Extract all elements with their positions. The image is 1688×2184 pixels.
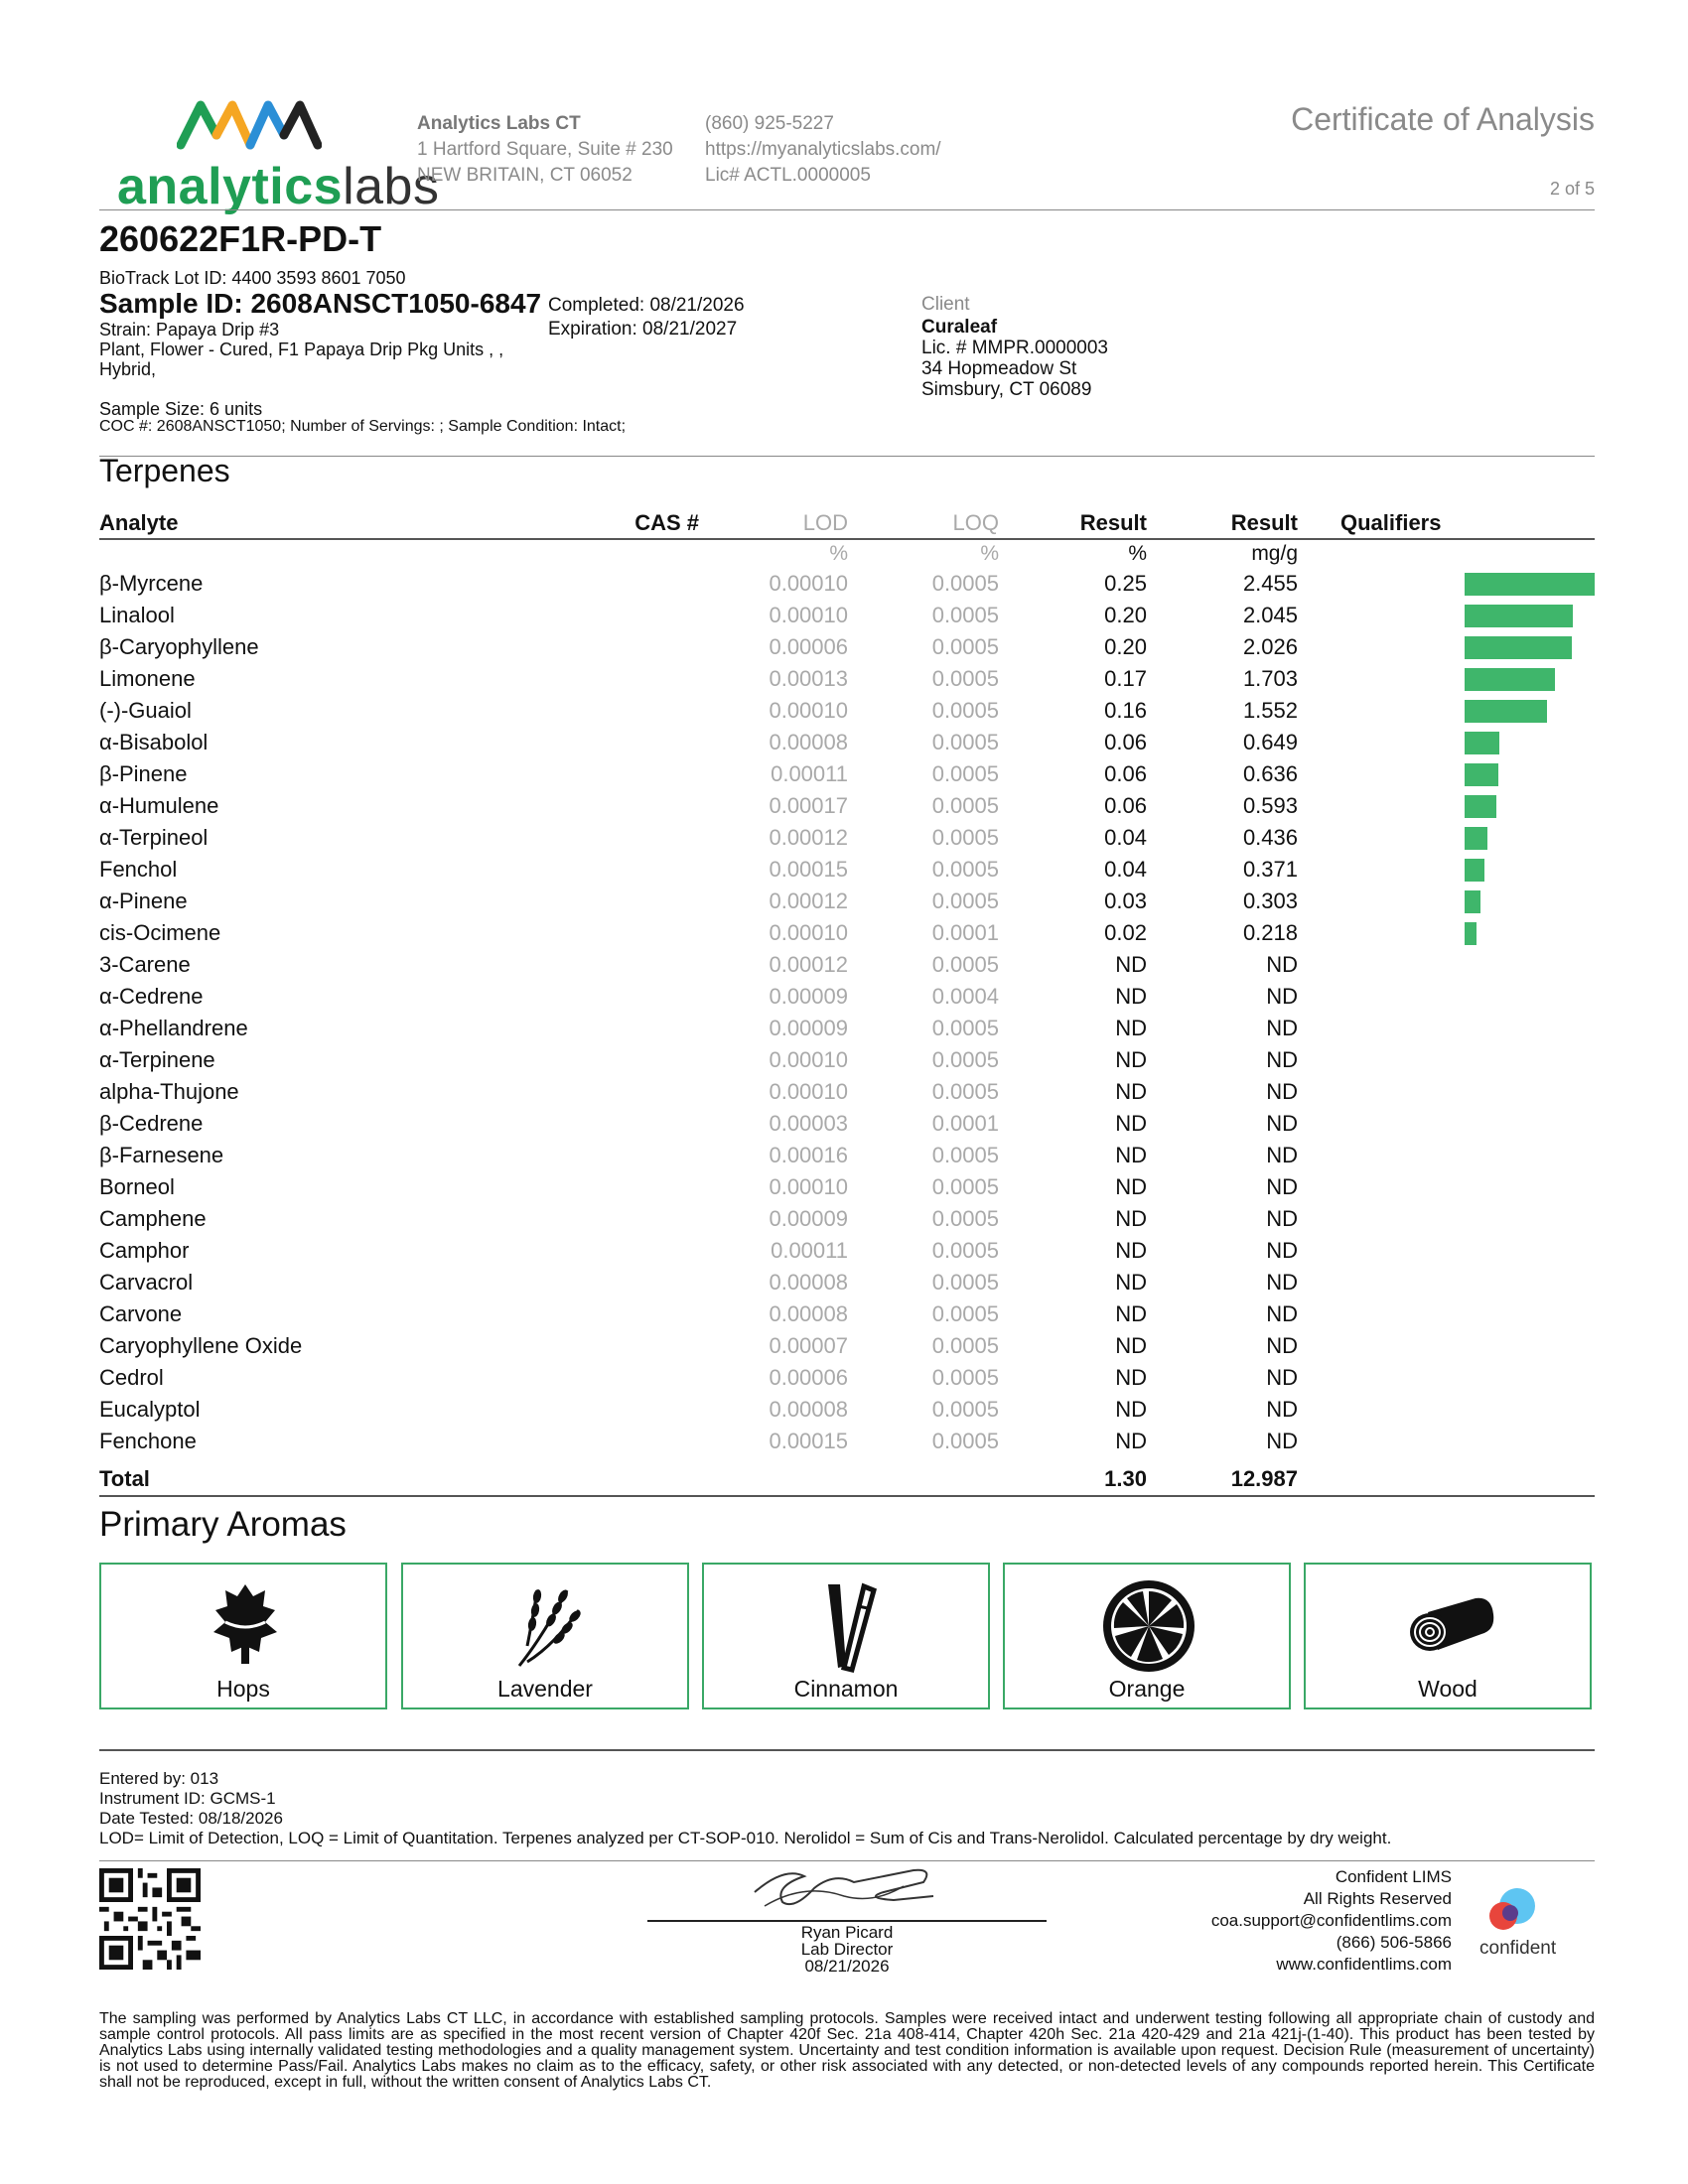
analyte-name: Linalool xyxy=(99,603,175,627)
analyte-name: β-Caryophyllene xyxy=(99,634,259,659)
result-pct: ND xyxy=(1115,1429,1147,1453)
result-pct: 0.16 xyxy=(1104,698,1147,723)
result-mg: 0.371 xyxy=(1242,857,1298,882)
analyte-name: α-Phellandrene xyxy=(99,1016,248,1040)
table-row xyxy=(0,1171,1688,1203)
lod-value: 0.00010 xyxy=(769,1174,848,1199)
lod-value: 0.00011 xyxy=(771,1238,848,1263)
col-result-mg: Result xyxy=(1230,510,1298,535)
document-title: Certificate of Analysis xyxy=(1291,101,1595,137)
table-row xyxy=(0,1203,1688,1235)
col-cas: CAS # xyxy=(634,510,699,535)
loq-value: 0.0005 xyxy=(931,1143,999,1167)
client-label: Client xyxy=(921,294,970,315)
unit-result-pct: % xyxy=(1128,542,1147,565)
result-pct: 0.25 xyxy=(1104,571,1147,596)
aroma-card-lavender xyxy=(401,1563,689,1709)
aromas-title: Primary Aromas xyxy=(99,1505,347,1544)
loq-value: 0.0005 xyxy=(931,1333,999,1358)
result-mg: 0.649 xyxy=(1242,730,1298,754)
lab-name: Analytics Labs CT xyxy=(417,113,581,134)
analyte-name: alpha-Thujone xyxy=(99,1079,239,1104)
table-row xyxy=(0,600,1688,631)
result-bar xyxy=(1465,763,1498,786)
analyte-name: Borneol xyxy=(99,1174,175,1199)
result-pct: 0.20 xyxy=(1104,634,1147,659)
loq-value: 0.0005 xyxy=(931,634,999,659)
table-row xyxy=(0,1362,1688,1394)
result-bar xyxy=(1465,922,1477,945)
result-pct: 0.20 xyxy=(1104,603,1147,627)
result-pct: ND xyxy=(1115,1397,1147,1422)
signature-line xyxy=(647,1920,1047,1922)
aroma-card-wood xyxy=(1304,1563,1592,1709)
table-row xyxy=(0,917,1688,949)
col-result-pct: Result xyxy=(1079,510,1147,535)
loq-value: 0.0005 xyxy=(931,1301,999,1326)
result-pct: ND xyxy=(1115,1079,1147,1104)
analyte-name: β-Farnesene xyxy=(99,1143,224,1167)
loq-value: 0.0005 xyxy=(931,1397,999,1422)
lod-value: 0.00006 xyxy=(769,634,848,659)
test-notes xyxy=(99,1769,1391,1848)
completed-date: Completed: 08/21/2026 xyxy=(548,295,745,316)
analyte-name: Camphor xyxy=(99,1238,190,1263)
result-mg: ND xyxy=(1266,1047,1298,1072)
lod-value: 0.00010 xyxy=(769,920,848,945)
result-pct: 0.02 xyxy=(1104,920,1147,945)
table-row xyxy=(0,1140,1688,1171)
page-number: 2 of 5 xyxy=(1549,179,1595,199)
logo-wordmark: analyticslabs xyxy=(117,158,440,215)
total-row xyxy=(0,1463,1688,1495)
lod-value: 0.00013 xyxy=(769,666,848,691)
analyte-name: Camphene xyxy=(99,1206,207,1231)
unit-loq: % xyxy=(980,542,999,565)
lims-phone: (866) 506-5866 xyxy=(1336,1933,1452,1952)
analyte-name: α-Terpinene xyxy=(99,1047,215,1072)
table-row xyxy=(0,1076,1688,1108)
col-qualifiers: Qualifiers xyxy=(1340,510,1442,535)
result-pct: ND xyxy=(1115,1301,1147,1326)
entered-by: Entered by: 013 xyxy=(99,1769,219,1788)
table-row xyxy=(0,1108,1688,1140)
result-mg: ND xyxy=(1266,1397,1298,1422)
result-mg: ND xyxy=(1266,1333,1298,1358)
lod-value: 0.00009 xyxy=(769,984,848,1009)
loq-value: 0.0005 xyxy=(931,1270,999,1295)
loq-value: 0.0005 xyxy=(931,857,999,882)
instrument-id: Instrument ID: GCMS-1 xyxy=(99,1789,276,1808)
method-note: LOD= Limit of Detection, LOQ = Limit of Quantitation. Terpenes analyzed per CT-SOP-010. Nerolidol = Sum of Cis and Trans-Nerolidol. Calculated percentage by dry weight. xyxy=(99,1829,1392,1847)
wood-icon xyxy=(1400,1576,1499,1676)
client-name: Curaleaf xyxy=(921,317,998,338)
qr-code-icon[interactable] xyxy=(99,1868,201,1970)
table-header-divider xyxy=(99,538,1595,540)
result-pct: 0.06 xyxy=(1104,793,1147,818)
signature-icon xyxy=(745,1862,943,1914)
lims-info xyxy=(1211,1866,1452,1976)
loq-value: 0.0005 xyxy=(931,1079,999,1104)
lod-value: 0.00010 xyxy=(769,1079,848,1104)
analyte-name: 3-Carene xyxy=(99,952,191,977)
table-row xyxy=(0,1235,1688,1267)
confident-logo-icon xyxy=(1477,1886,1547,1936)
expiration-date: Expiration: 08/21/2027 xyxy=(548,319,738,340)
result-pct: ND xyxy=(1115,1111,1147,1136)
strain: Strain: Papaya Drip #3 xyxy=(99,320,280,340)
unit-lod: % xyxy=(829,542,848,565)
lod-value: 0.00010 xyxy=(769,571,848,596)
result-mg: ND xyxy=(1266,984,1298,1009)
col-analyte: Analyte xyxy=(99,510,179,535)
table-row xyxy=(0,790,1688,822)
lod-value: 0.00003 xyxy=(769,1111,848,1136)
lod-value: 0.00015 xyxy=(769,1429,848,1453)
table-row xyxy=(0,1298,1688,1330)
table-row xyxy=(0,663,1688,695)
aroma-label: Lavender xyxy=(497,1676,593,1702)
result-mg: 1.552 xyxy=(1242,698,1298,723)
lab-info xyxy=(417,111,673,189)
result-pct: ND xyxy=(1115,1047,1147,1072)
loq-value: 0.0005 xyxy=(931,1429,999,1453)
result-bar xyxy=(1465,795,1496,818)
analyte-name: α-Bisabolol xyxy=(99,730,209,754)
table-row xyxy=(0,822,1688,854)
signer-block xyxy=(647,1924,1047,1975)
lod-value: 0.00009 xyxy=(769,1206,848,1231)
aroma-card-cinnamon xyxy=(702,1563,990,1709)
table-row xyxy=(0,1044,1688,1076)
analyte-name: α-Cedrene xyxy=(99,984,204,1009)
aromas-bottom-divider xyxy=(99,1749,1595,1751)
client-address-1: 34 Hopmeadow St xyxy=(921,358,1077,379)
lab-license: Lic# ACTL.0000005 xyxy=(705,165,871,186)
loq-value: 0.0005 xyxy=(931,1174,999,1199)
analyte-name: Carvone xyxy=(99,1301,183,1326)
loq-value: 0.0001 xyxy=(931,920,999,945)
analyte-name: Cedrol xyxy=(99,1365,164,1390)
result-mg: ND xyxy=(1266,1016,1298,1040)
loq-value: 0.0005 xyxy=(931,730,999,754)
analyte-name: Carvacrol xyxy=(99,1270,194,1295)
table-row xyxy=(0,949,1688,981)
table-row xyxy=(0,886,1688,917)
loq-value: 0.0005 xyxy=(931,793,999,818)
result-mg: 2.455 xyxy=(1242,571,1298,596)
lims-website[interactable]: www.confidentlims.com xyxy=(1276,1955,1452,1974)
signer-date: 08/21/2026 xyxy=(804,1957,890,1976)
analyte-name: α-Pinene xyxy=(99,888,188,913)
result-mg: ND xyxy=(1266,1143,1298,1167)
loq-value: 0.0005 xyxy=(931,603,999,627)
result-mg: ND xyxy=(1266,1429,1298,1453)
lod-value: 0.00012 xyxy=(769,888,848,913)
result-mg: ND xyxy=(1266,1238,1298,1263)
result-mg: ND xyxy=(1266,1270,1298,1295)
client-info xyxy=(921,294,1108,400)
result-pct: 0.03 xyxy=(1104,888,1147,913)
unit-result-mg: mg/g xyxy=(1251,542,1298,565)
biotrack-id: BioTrack Lot ID: 4400 3593 8601 7050 xyxy=(99,268,406,288)
loq-value: 0.0005 xyxy=(931,1047,999,1072)
result-pct: 0.17 xyxy=(1104,666,1147,691)
result-pct: 0.04 xyxy=(1104,825,1147,850)
loq-value: 0.0005 xyxy=(931,1206,999,1231)
loq-value: 0.0005 xyxy=(931,825,999,850)
date-tested: Date Tested: 08/18/2026 xyxy=(99,1809,283,1828)
result-pct: 0.06 xyxy=(1104,761,1147,786)
lod-value: 0.00008 xyxy=(769,1397,848,1422)
dates xyxy=(548,294,745,341)
aroma-label: Cinnamon xyxy=(793,1676,899,1702)
cinnamon-icon xyxy=(798,1576,898,1676)
aroma-label: Orange xyxy=(1108,1676,1186,1702)
result-mg: 0.436 xyxy=(1242,825,1298,850)
sample-divider xyxy=(99,456,1595,457)
lod-value: 0.00015 xyxy=(769,857,848,882)
result-mg: 2.026 xyxy=(1242,634,1298,659)
lod-value: 0.00009 xyxy=(769,1016,848,1040)
result-mg: ND xyxy=(1266,1365,1298,1390)
aroma-card-hops xyxy=(99,1563,387,1709)
result-mg: ND xyxy=(1266,1174,1298,1199)
total-pct: 1.30 xyxy=(1104,1466,1147,1491)
disclaimer: The sampling was performed by Analytics Labs CT LLC, in accordance with established sampling protocols. Samples were received intact and underwent testing following all appropriate chain of custody and sample control protocols. All pass limits are as specified in the most recent version of Chapter 420f Sec. 21a 408-414, Chapter 420h Sec. 21a 420-429 and 21a 421j-(1-40). This product has been tested by Analytics Labs using internally validated testing methodologies and a quality management system. Uncertainty and test condition information is available upon request. Decision Rule (measurement of uncertainty) is not used to determine Pass/Fail. Analytics Labs makes no claim as to the efficacy, safety, or other risk associated with any detected, or non-detected levels of any compounds reported herein. This Certificate shall not be reproduced, except in full, without the written consent of Analytics Labs CT. xyxy=(99,2010,1595,2091)
lod-value: 0.00008 xyxy=(769,1270,848,1295)
loq-value: 0.0005 xyxy=(931,761,999,786)
aroma-label: Wood xyxy=(1418,1676,1477,1702)
result-pct: ND xyxy=(1115,1238,1147,1263)
result-pct: ND xyxy=(1115,984,1147,1009)
lab-website[interactable]: https://myanalyticslabs.com/ xyxy=(705,139,941,160)
analyte-name: β-Myrcene xyxy=(99,571,204,596)
table-row xyxy=(0,1426,1688,1457)
matrix: Plant, Flower - Cured, F1 Papaya Drip Pkg Units , , xyxy=(99,340,504,359)
result-bar xyxy=(1465,636,1572,659)
result-bar xyxy=(1465,732,1499,754)
table-row xyxy=(0,758,1688,790)
result-pct: ND xyxy=(1115,1143,1147,1167)
sample-id: Sample ID: 2608ANSCT1050-6847 xyxy=(99,288,542,319)
table-row xyxy=(0,695,1688,727)
lod-value: 0.00016 xyxy=(769,1143,848,1167)
result-mg: 0.218 xyxy=(1242,920,1298,945)
hops-icon xyxy=(196,1576,295,1676)
table-row xyxy=(0,1394,1688,1426)
lab-contact xyxy=(705,111,941,189)
loq-value: 0.0001 xyxy=(931,1111,999,1136)
analyte-name: Fenchol xyxy=(99,857,178,882)
result-mg: ND xyxy=(1266,1111,1298,1136)
lod-value: 0.00017 xyxy=(769,793,848,818)
result-pct: ND xyxy=(1115,1016,1147,1040)
analyte-name: cis-Ocimene xyxy=(99,920,221,945)
loq-value: 0.0005 xyxy=(931,666,999,691)
table-row xyxy=(0,981,1688,1013)
result-pct: 0.04 xyxy=(1104,857,1147,882)
sample-size: Sample Size: 6 units xyxy=(99,399,263,419)
result-bar xyxy=(1465,605,1573,627)
client-address-2: Simsbury, CT 06089 xyxy=(921,379,1092,400)
table-row xyxy=(0,631,1688,663)
aroma-label: Hops xyxy=(216,1676,270,1702)
lod-value: 0.00012 xyxy=(769,825,848,850)
result-pct: ND xyxy=(1115,952,1147,977)
lod-value: 0.00008 xyxy=(769,730,848,754)
analyte-name: (-)-Guaiol xyxy=(99,698,192,723)
analyte-name: Limonene xyxy=(99,666,196,691)
result-mg: ND xyxy=(1266,1301,1298,1326)
client-license: Lic. # MMPR.0000003 xyxy=(921,338,1108,358)
header-divider xyxy=(99,209,1595,210)
sample-type: Hybrid, xyxy=(99,359,157,379)
analyte-name: Fenchone xyxy=(99,1429,197,1453)
lab-address-1: 1 Hartford Square, Suite # 230 xyxy=(417,139,673,160)
result-pct: ND xyxy=(1115,1206,1147,1231)
analyte-name: Eucalyptol xyxy=(99,1397,201,1422)
analyte-name: β-Cedrene xyxy=(99,1111,204,1136)
col-loq: LOQ xyxy=(952,510,999,535)
col-lod: LOD xyxy=(802,510,848,535)
loq-value: 0.0005 xyxy=(931,888,999,913)
table-row xyxy=(0,1013,1688,1044)
lod-value: 0.00012 xyxy=(769,952,848,977)
table-row xyxy=(0,727,1688,758)
signer-name: Ryan Picard xyxy=(800,1923,894,1942)
result-mg: 2.045 xyxy=(1242,603,1298,627)
analyte-name: Caryophyllene Oxide xyxy=(99,1333,303,1358)
loq-value: 0.0004 xyxy=(931,984,999,1009)
lod-value: 0.00011 xyxy=(771,761,848,786)
analyte-name: α-Humulene xyxy=(99,793,219,818)
notes-divider xyxy=(99,1860,1595,1861)
analyte-name: β-Pinene xyxy=(99,761,188,786)
signer-title: Lab Director xyxy=(800,1940,894,1959)
lims-name: Confident LIMS xyxy=(1335,1867,1452,1886)
result-pct: ND xyxy=(1115,1174,1147,1199)
total-mg: 12.987 xyxy=(1230,1466,1298,1491)
loq-value: 0.0005 xyxy=(931,698,999,723)
result-bar xyxy=(1465,573,1595,596)
sample-details xyxy=(99,320,503,379)
loq-value: 0.0005 xyxy=(931,1238,999,1263)
loq-value: 0.0005 xyxy=(931,952,999,977)
lavender-icon xyxy=(497,1576,597,1676)
result-pct: ND xyxy=(1115,1333,1147,1358)
result-bar xyxy=(1465,859,1484,882)
lab-phone: (860) 925-5227 xyxy=(705,113,834,134)
loq-value: 0.0005 xyxy=(931,1365,999,1390)
total-label: Total xyxy=(99,1466,150,1491)
lod-value: 0.00010 xyxy=(769,1047,848,1072)
result-mg: 1.703 xyxy=(1242,666,1298,691)
result-bar xyxy=(1465,700,1547,723)
result-bar xyxy=(1465,668,1555,691)
result-mg: 0.636 xyxy=(1242,761,1298,786)
table-row xyxy=(0,1330,1688,1362)
coc-line: COC #: 2608ANSCT1050; Number of Servings: ; Sample Condition: Intact; xyxy=(99,418,627,435)
result-bar xyxy=(1465,890,1480,913)
lod-value: 0.00010 xyxy=(769,603,848,627)
batch-id: 260622F1R-PD-T xyxy=(99,218,382,259)
result-mg: ND xyxy=(1266,1206,1298,1231)
terpenes-title: Terpenes xyxy=(99,453,230,488)
confident-wordmark: confident xyxy=(1479,1938,1557,1959)
result-bar xyxy=(1465,827,1487,850)
result-mg: 0.593 xyxy=(1242,793,1298,818)
loq-value: 0.0005 xyxy=(931,571,999,596)
lims-rights: All Rights Reserved xyxy=(1303,1889,1452,1908)
lod-value: 0.00010 xyxy=(769,698,848,723)
table-row xyxy=(0,854,1688,886)
loq-value: 0.0005 xyxy=(931,1016,999,1040)
lod-value: 0.00007 xyxy=(769,1333,848,1358)
result-pct: ND xyxy=(1115,1270,1147,1295)
result-mg: ND xyxy=(1266,1079,1298,1104)
orange-icon xyxy=(1099,1576,1198,1676)
aroma-card-orange xyxy=(1003,1563,1291,1709)
table-bottom-divider xyxy=(99,1495,1595,1497)
lims-email[interactable]: coa.support@confidentlims.com xyxy=(1210,1911,1452,1930)
lab-address-2: NEW BRITAIN, CT 06052 xyxy=(417,165,633,186)
result-pct: ND xyxy=(1115,1365,1147,1390)
result-mg: 0.303 xyxy=(1242,888,1298,913)
lod-value: 0.00006 xyxy=(769,1365,848,1390)
logo-mark-icon xyxy=(177,95,322,151)
lod-value: 0.00008 xyxy=(769,1301,848,1326)
result-pct: 0.06 xyxy=(1104,730,1147,754)
analyte-name: α-Terpineol xyxy=(99,825,209,850)
table-row xyxy=(0,1267,1688,1298)
result-mg: ND xyxy=(1266,952,1298,977)
table-row xyxy=(0,568,1688,600)
